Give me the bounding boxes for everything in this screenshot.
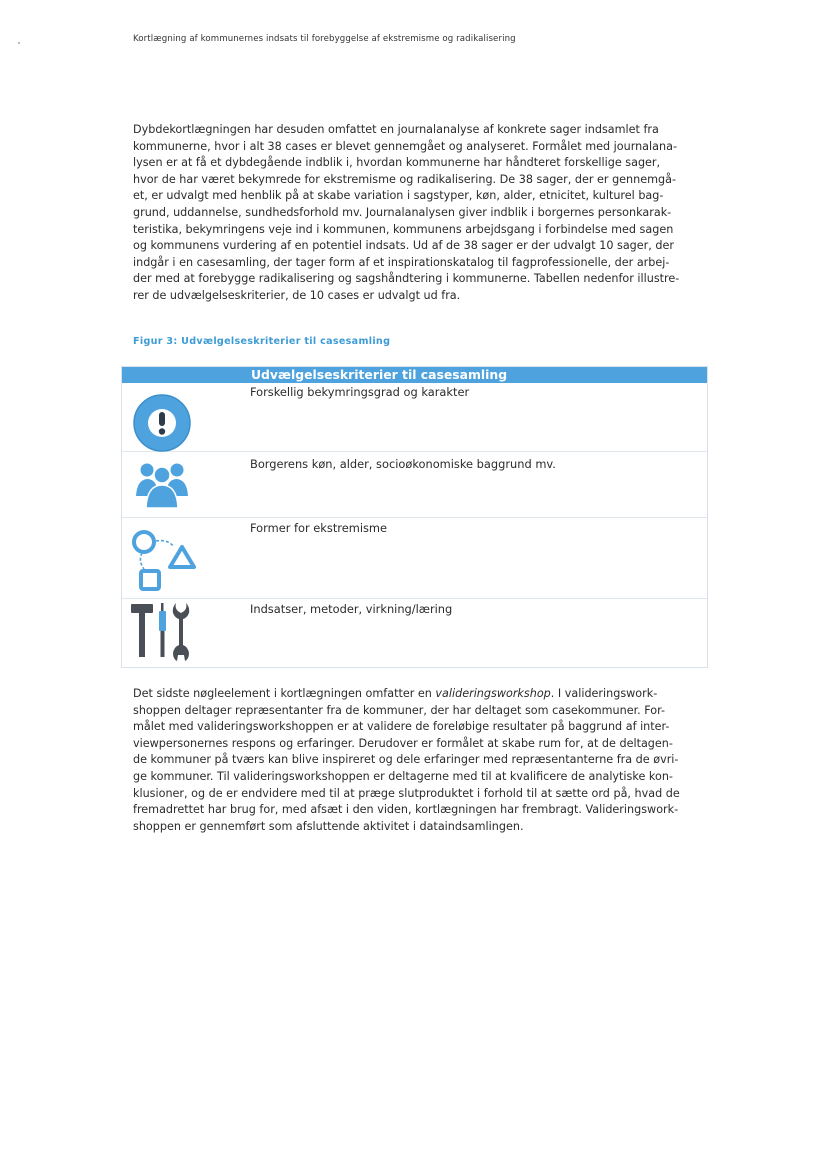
shapes-icon xyxy=(130,523,200,595)
text-line: grund, uddannelse, sundhedsforhold mv. Journalanalysen giver indblik i borgernes personkarak- xyxy=(133,205,672,219)
figure-caption: Figur 3: Udvælgelseskriterier til casesamling xyxy=(133,336,391,347)
text-line: målet med valideringsworkshoppen er at validere de foreløbige resultater på baggrund af inter- xyxy=(133,720,670,734)
text-line: ge kommuner. Til valideringsworkshoppen er deltagerne med til at kvalificere de analytiske kon- xyxy=(133,769,673,783)
text-line: viewpersonernes respons og erfaringer. Derudover er formålet at skabe rum for, at de deltagen- xyxy=(133,736,673,750)
table-row xyxy=(122,452,707,518)
text-line: . I valideringswork- xyxy=(550,687,658,700)
tools-icon xyxy=(131,601,197,663)
text-line: rer de udvælgelseskriterier, de 10 cases er udvalgt ud fra. xyxy=(133,288,461,302)
paragraph-validation-workshop xyxy=(133,686,733,835)
criterion-label: Forskellig bekymringsgrad og karakter xyxy=(250,385,470,399)
text-line: hvor de har været bekymrede for ekstremisme og radikalisering. De 38 sager, der er gennemgå- xyxy=(133,172,677,186)
criteria-table xyxy=(121,366,708,668)
table-row xyxy=(122,518,707,599)
text-line: shoppen deltager repræsentanter fra de kommuner, der har deltaget som casekommuner. For- xyxy=(133,703,666,717)
text-line: Det sidste nøgleelement i kortlægningen omfatter en xyxy=(133,687,436,700)
criterion-label: Borgerens køn, alder, socioøkonomiske baggrund mv. xyxy=(250,457,556,471)
text-line: der med at forebygge radikalisering og sagshåndtering i kommunerne. Tabellen nedenfor illustre- xyxy=(133,272,680,286)
text-line: kommunerne, hvor i alt 38 cases er blevet gennemgået og analyseret. Formålet med journalana- xyxy=(133,139,677,153)
text-line: indgår i en casesamling, der tager form af et inspirationskatalog til fagprofessionelle, der arbej- xyxy=(133,255,670,269)
text-line: Dybdekortlægningen har desuden omfattet en journalanalyse af konkrete sager indsamlet fra xyxy=(133,123,659,136)
exclamation-circle-icon xyxy=(132,393,192,453)
text-line: lysen er at få et dybdegående indblik i, hvordan kommunerne har håndteret forskellige sager, xyxy=(133,156,661,170)
text-line: de kommuner på tværs kan blive inspireret og dele erfaringer med repræsentanterne fra de øvri- xyxy=(133,753,679,767)
text-line: fremadrettet har brug for, med afsæt i den viden, kortlægningen har frembragt. Valideringswork- xyxy=(133,803,679,817)
table-header xyxy=(122,367,707,383)
scan-speck xyxy=(18,42,20,44)
table-row xyxy=(122,599,707,667)
table-header-title: Udvælgelseskriterier til casesamling xyxy=(251,367,508,382)
criterion-label: Former for ekstremisme xyxy=(250,521,388,535)
people-group-icon xyxy=(134,458,190,514)
emphasis-term: valideringsworkshop xyxy=(435,687,551,700)
text-line: og kommunens vurdering af en potentiel indsats. Ud af de 38 sager er der udvalgt 10 sager, der xyxy=(133,239,674,253)
text-line: klusioner, og de er endvidere med til at præge slutproduktet i forhold til at sætte ord på, hvad de xyxy=(133,786,680,800)
text-line: et, er udvalgt med henblik på at skabe variation i sagstyper, køn, alder, etnicitet, kulturel bag- xyxy=(133,189,664,203)
text-line: teristika, bekymringens veje ind i kommunen, kommunens arbejdsgang i forbindelse med sagen xyxy=(133,222,674,236)
criterion-label: Indsatser, metoder, virkning/læring xyxy=(250,602,453,616)
running-header: Kortlægning af kommunernes indsats til forebyggelse af ekstremisme og radikalisering xyxy=(133,34,516,44)
paragraph-journal-analysis xyxy=(133,122,733,305)
text-line: shoppen er gennemført som afsluttende aktivitet i dataindsamlingen. xyxy=(133,819,524,833)
table-row xyxy=(122,383,707,452)
